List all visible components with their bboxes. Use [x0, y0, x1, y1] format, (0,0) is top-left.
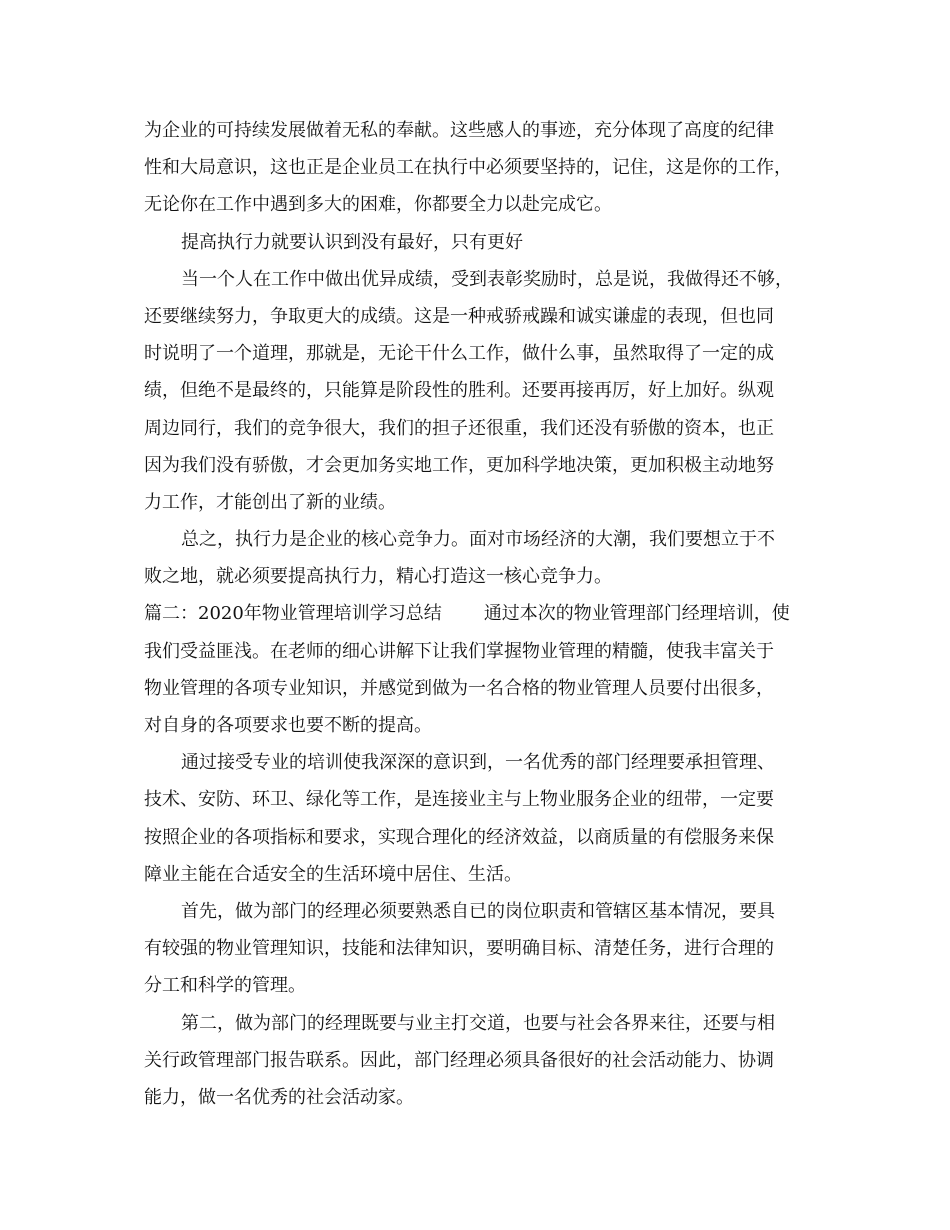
text-line: 分工和科学的管理。 — [144, 975, 306, 997]
chapter-line — [144, 595, 808, 632]
text-line: 总之，执行力是企业的核心竞争力。面对市场经济的大潮，我们要想立于不 — [181, 529, 775, 551]
text-line: 性和大局意识，这也正是企业员工在执行中必须要坚持的，记住，这是你的工作， — [144, 157, 792, 179]
text-line: 无论你在工作中遇到多大的困难，你都要全力以赴完成它。 — [144, 194, 612, 216]
text-line: 物业管理的各项专业知识，并感觉到做为一名合格的物业管理人员要付出很多， — [144, 677, 774, 699]
text-line: 为企业的可持续发展做着无私的奉献。这些感人的事迹，充分体现了高度的纪律 — [144, 120, 774, 141]
text-line: 第二，做为部门的经理既要与业主打交道，也要与社会各界来往，还要与相 — [181, 1012, 775, 1034]
chapter-title: 篇二：2020年物业管理培训学习总结 — [144, 603, 442, 625]
text-line: 按照企业的各项指标和要求，实现合理化的经济效益，以商质量的有偿服务来保 — [144, 826, 774, 848]
text-line: 败之地，就必须要提高执行力，精心打造这一核心竞争力。 — [144, 566, 612, 588]
text-line: 能力，做一名优秀的社会活动家。 — [144, 1086, 414, 1108]
text-line: 时说明了一个道理，那就是，无论干什么工作，做什么事，虽然取得了一定的成 — [144, 343, 774, 365]
text-line: 周边同行，我们的竞争很大，我们的担子还很重，我们还没有骄傲的资本，也正 — [144, 417, 774, 439]
text-line: 有较强的物业管理知识，技能和法律知识，要明确目标、清楚任务，进行合理的 — [144, 938, 774, 960]
text-line: 对自身的各项要求也要不断的提高。 — [144, 715, 432, 736]
text-line: 还要继续努力，争取更大的成绩。这是一种戒骄戒躁和诚实谦虚的表现，但也同 — [144, 305, 774, 327]
text-line: 首先，做为部门的经理必须要熟悉自已的岗位职责和管辖区基本情况，要具 — [181, 900, 775, 922]
text-line: 当一个人在工作中做出优异成绩，受到表彰奖励时，总是说，我做得还不够， — [181, 268, 793, 290]
text-line: 技术、安防、环卫、绿化等工作，是连接业主与上物业服务企业的纽带，一定要 — [144, 789, 774, 811]
text-line: 我们受益匪浅。在老师的细心讲解下让我们掌握物业管理的精髓，使我丰富关于 — [144, 640, 774, 662]
text-line: 关行政管理部门报告联系。因此，部门经理必须具备很好的社会活动能力、协调 — [144, 1049, 774, 1071]
document-body — [144, 112, 808, 1116]
text-line: 力工作，才能创出了新的业绩。 — [144, 491, 396, 513]
text-line: 通过接受专业的培训使我深深的意识到，一名优秀的部门经理要承担管理、 — [181, 752, 775, 774]
text-line: 障业主能在合适安全的生活环境中居住、生活。 — [144, 863, 522, 885]
text-line: 因为我们没有骄傲，才会更加务实地工作，更加科学地决策，更加积极主动地努 — [144, 454, 774, 476]
section-heading: 提高执行力就要认识到没有最好，只有更好 — [181, 231, 523, 253]
text-line: 绩，但绝不是最终的，只能算是阶段性的胜利。还要再接再厉，好上加好。纵观 — [144, 380, 774, 402]
chapter-lead-text: 通过本次的物业管理部门经理培训，使 — [483, 603, 790, 625]
